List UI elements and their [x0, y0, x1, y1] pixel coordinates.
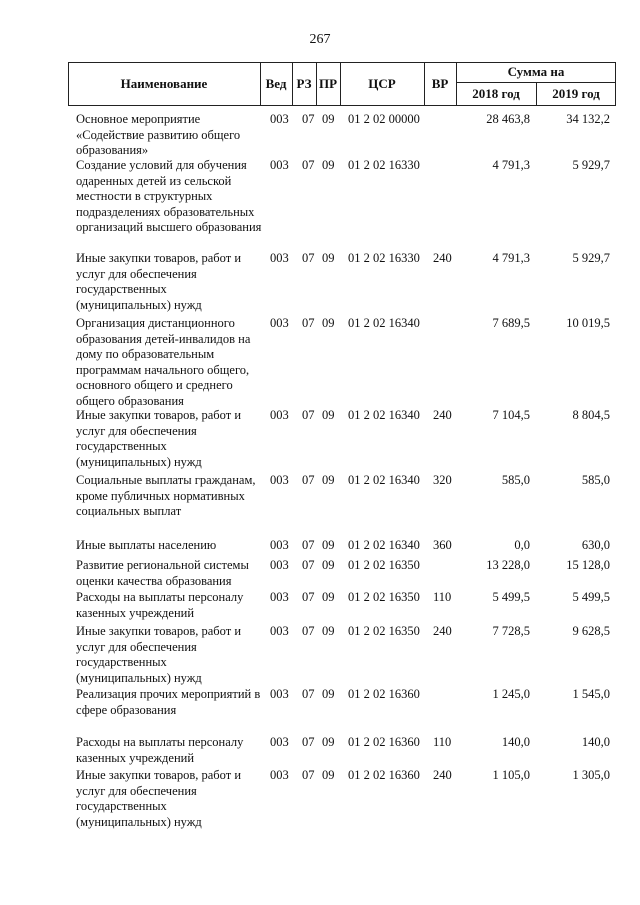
row-sum-2018: 7 104,5 [492, 408, 530, 422]
row-name: Создание условий для обучения одаренных детей из сельской местности в структурных подразделениях образовательных организаций высшего образования [76, 158, 262, 234]
row-sum-2018: 7 728,5 [492, 624, 530, 638]
row-csr: 01 2 02 16360 [348, 768, 420, 782]
row-ved: 003 [270, 316, 289, 330]
row-sum-2019: 140,0 [581, 735, 610, 749]
row-ved: 003 [270, 624, 289, 638]
row-pr: 09 [322, 735, 335, 749]
row-ved: 003 [270, 768, 289, 782]
row-rz: 07 [302, 558, 315, 572]
row-sum-2018: 0,0 [514, 538, 530, 552]
row-vr: 320 [433, 473, 452, 487]
row-name: Реализация прочих мероприятий в сфере образования [76, 687, 261, 717]
row-sum-2019: 630,0 [581, 538, 610, 552]
row-ved: 003 [270, 590, 289, 604]
row-pr: 09 [322, 538, 335, 552]
row-sum-2019: 9 628,5 [572, 624, 610, 638]
row-pr: 09 [322, 473, 335, 487]
row-sum-2018: 28 463,8 [486, 112, 530, 126]
row-pr: 09 [322, 251, 335, 265]
row-name: Расходы на выплаты персоналу казенных учреждений [76, 590, 244, 620]
row-name: Социальные выплаты гражданам, кроме публичных нормативных социальных выплат [76, 473, 256, 518]
row-sum-2018: 4 791,3 [492, 251, 530, 265]
header-pr: ПР [318, 76, 338, 91]
row-vr: 240 [433, 624, 452, 638]
header-sum: Сумма на [507, 64, 565, 79]
row-pr: 09 [322, 590, 335, 604]
row-sum-2018: 13 228,0 [486, 558, 530, 572]
row-name: Иные закупки товаров, работ и услуг для обеспечения государственных (муниципальных) нужд [76, 624, 242, 685]
header-name: Наименование [120, 76, 208, 91]
table-header [68, 62, 616, 106]
row-pr: 09 [322, 316, 335, 330]
header-rz: РЗ [296, 76, 312, 91]
header-2018: 2018 год [472, 86, 520, 101]
row-csr: 01 2 02 16330 [348, 158, 420, 172]
row-pr: 09 [322, 624, 335, 638]
row-sum-2018: 1 105,0 [492, 768, 530, 782]
row-pr: 09 [322, 558, 335, 572]
row-name: Основное мероприятие «Содействие развитию общего образования» [76, 112, 241, 157]
row-pr: 09 [322, 112, 335, 126]
row-name: Иные закупки товаров, работ и услуг для обеспечения государственных (муниципальных) нужд [76, 251, 242, 312]
row-rz: 07 [302, 316, 315, 330]
row-csr: 01 2 02 16340 [348, 473, 420, 487]
row-ved: 003 [270, 687, 289, 701]
row-sum-2018: 585,0 [501, 473, 530, 487]
row-rz: 07 [302, 473, 315, 487]
row-rz: 07 [302, 624, 315, 638]
row-rz: 07 [302, 768, 315, 782]
row-pr: 09 [322, 768, 335, 782]
header-vr: ВР [431, 76, 449, 91]
row-rz: 07 [302, 112, 315, 126]
row-rz: 07 [302, 590, 315, 604]
row-name: Иные выплаты населению [76, 538, 217, 552]
row-rz: 07 [302, 251, 315, 265]
row-ved: 003 [270, 158, 289, 172]
row-csr: 01 2 02 16360 [348, 687, 420, 701]
row-vr: 110 [433, 590, 452, 604]
row-sum-2018: 1 245,0 [492, 687, 530, 701]
row-vr: 110 [433, 735, 452, 749]
row-ved: 003 [270, 558, 289, 572]
row-sum-2019: 15 128,0 [566, 558, 610, 572]
row-vr: 240 [433, 408, 452, 422]
row-ved: 003 [270, 251, 289, 265]
page-number: 267 [309, 32, 331, 47]
row-csr: 01 2 02 16340 [348, 316, 420, 330]
row-rz: 07 [302, 408, 315, 422]
row-sum-2018: 5 499,5 [492, 590, 530, 604]
row-csr: 01 2 02 16350 [348, 558, 420, 572]
row-sum-2019: 5 929,7 [572, 158, 610, 172]
row-sum-2019: 5 499,5 [572, 590, 610, 604]
header-2019: 2019 год [552, 86, 600, 101]
row-csr: 01 2 02 16350 [348, 624, 420, 638]
row-ved: 003 [270, 473, 289, 487]
row-sum-2019: 10 019,5 [566, 316, 610, 330]
row-sum-2019: 8 804,5 [572, 408, 610, 422]
row-name: Организация дистанционного образования детей-инвалидов на дому по образовательным программам начального общего, основного общего и среднего общего образования [76, 316, 251, 408]
row-ved: 003 [270, 408, 289, 422]
row-csr: 01 2 02 16350 [348, 590, 420, 604]
row-csr: 01 2 02 16330 [348, 251, 420, 265]
row-csr: 01 2 02 00000 [348, 112, 420, 126]
row-csr: 01 2 02 16340 [348, 538, 420, 552]
row-pr: 09 [322, 687, 335, 701]
row-pr: 09 [322, 158, 335, 172]
row-sum-2019: 585,0 [581, 473, 610, 487]
row-rz: 07 [302, 158, 315, 172]
row-csr: 01 2 02 16340 [348, 408, 420, 422]
row-name: Развитие региональной системы оценки качества образования [76, 558, 249, 588]
row-ved: 003 [270, 112, 289, 126]
header-csr: ЦСР [368, 76, 396, 91]
header-ved: Вед [265, 76, 287, 91]
row-rz: 07 [302, 735, 315, 749]
row-rz: 07 [302, 687, 315, 701]
row-csr: 01 2 02 16360 [348, 735, 420, 749]
row-ved: 003 [270, 538, 289, 552]
row-pr: 09 [322, 408, 335, 422]
row-vr: 360 [433, 538, 452, 552]
row-name: Иные закупки товаров, работ и услуг для обеспечения государственных (муниципальных) нужд [76, 768, 242, 829]
row-vr: 240 [433, 251, 452, 265]
row-ved: 003 [270, 735, 289, 749]
row-sum-2019: 34 132,2 [566, 112, 610, 126]
row-sum-2019: 1 305,0 [572, 768, 610, 782]
row-sum-2019: 1 545,0 [572, 687, 610, 701]
row-sum-2018: 140,0 [501, 735, 530, 749]
row-sum-2018: 4 791,3 [492, 158, 530, 172]
row-name: Иные закупки товаров, работ и услуг для обеспечения государственных (муниципальных) нужд [76, 408, 242, 469]
row-sum-2018: 7 689,5 [492, 316, 530, 330]
row-sum-2019: 5 929,7 [572, 251, 610, 265]
row-rz: 07 [302, 538, 315, 552]
row-name: Расходы на выплаты персоналу казенных учреждений [76, 735, 244, 765]
row-vr: 240 [433, 768, 452, 782]
